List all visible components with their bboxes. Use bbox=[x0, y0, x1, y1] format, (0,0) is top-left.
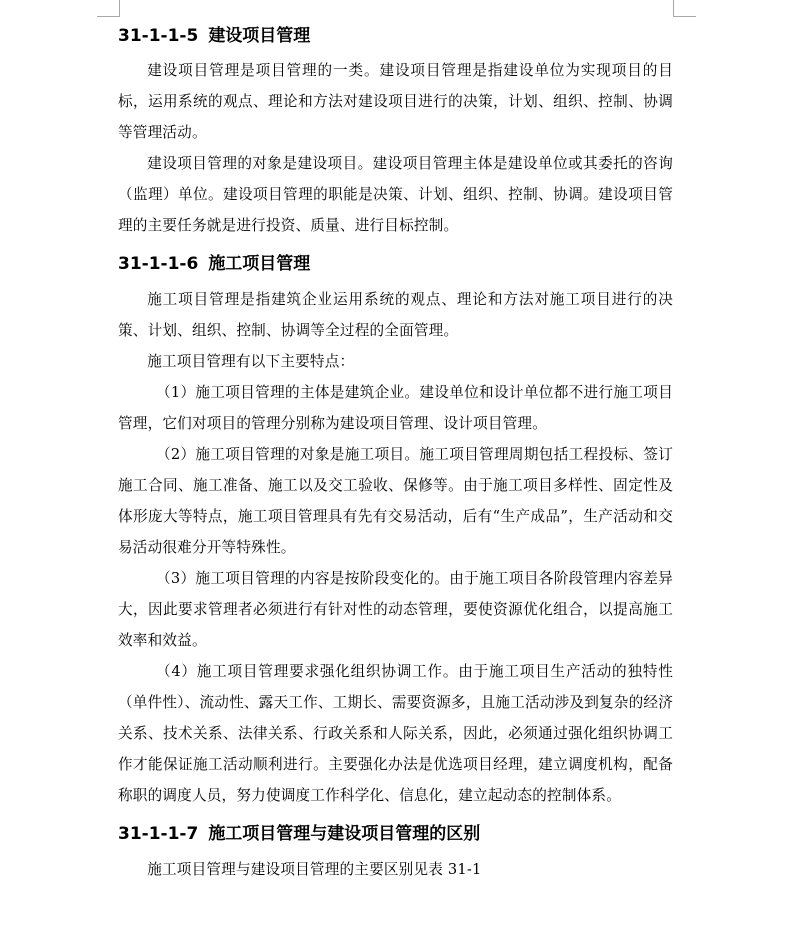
section-heading bbox=[118, 820, 673, 848]
section-title: 建设项目管理 bbox=[208, 26, 311, 46]
list-item: （2）施工项目管理的对象是施工项目。施工项目管理周期包括工程投标、签订施工合同、施工准备、施工以及交工验收、保修等。由于施工项目多样性、固定性及体形庞大等特点，施工项目管理具有先有交易活动，后有“生产成品”，生产活动和交易活动很难分开等特殊性。 bbox=[118, 446, 673, 556]
paragraph: 施工项目管理是指建筑企业运用系统的观点、理论和方法对施工项目进行的决策、计划、组织、控制、协调等全过程的全面管理。 bbox=[118, 291, 673, 339]
list-item: （1）施工项目管理的主体是建筑企业。建设单位和设计单位都不进行施工项目管理，它们对项目的管理分别称为建设项目管理、设计项目管理。 bbox=[118, 384, 673, 432]
section-heading bbox=[118, 250, 673, 278]
section-title: 施工项目管理 bbox=[208, 254, 311, 274]
document-page bbox=[118, 22, 673, 885]
list-item: （3）施工项目管理的内容是按阶段变化的。由于施工项目各阶段管理内容差异大，因此要求管理者必须进行有针对性的动态管理，要使资源优化组合，以提高施工效率和效益。 bbox=[118, 570, 673, 649]
section-title: 施工项目管理与建设项目管理的区别 bbox=[208, 824, 481, 844]
paragraph: 施工项目管理与建设项目管理的主要区别见表 31-1 bbox=[147, 861, 482, 878]
section-number: 31-1-1-7 bbox=[118, 824, 199, 844]
section-number: 31-1-1-5 bbox=[118, 26, 199, 46]
crop-mark-top-right bbox=[673, 0, 696, 17]
list-item: （4）施工项目管理要求强化组织协调工作。由于施工项目生产活动的独特性（单件性）、流动性、露天工作、工期长、需要资源多，且施工活动涉及到复杂的经济关系、技术关系、法律关系、行政关系和人际关系，因此，必须通过强化组织协调工作才能保证施工活动顺利进行。主要强化办法是优选项目经理，建立调度机构，配备称职的调度人员，努力使调度工作科学化、信息化，建立起动态的控制体系。 bbox=[118, 663, 673, 804]
section-heading bbox=[118, 22, 673, 50]
section-number: 31-1-1-6 bbox=[118, 254, 199, 274]
paragraph: 建设项目管理是项目管理的一类。建设项目管理是指建设单位为实现项目的目标，运用系统的观点、理论和方法对建设项目进行的决策，计划、组织、控制、协调等管理活动。 bbox=[118, 62, 673, 141]
crop-mark-top-left bbox=[97, 0, 120, 17]
paragraph: 施工项目管理有以下主要特点： bbox=[147, 353, 355, 370]
paragraph: 建设项目管理的对象是建设项目。建设项目管理主体是建设单位或其委托的咨询（监理）单位。建设项目管理的职能是决策、计划、组织、控制、协调。建设项目管理的主要任务就是进行投资、质量、进行目标控制。 bbox=[118, 155, 673, 234]
